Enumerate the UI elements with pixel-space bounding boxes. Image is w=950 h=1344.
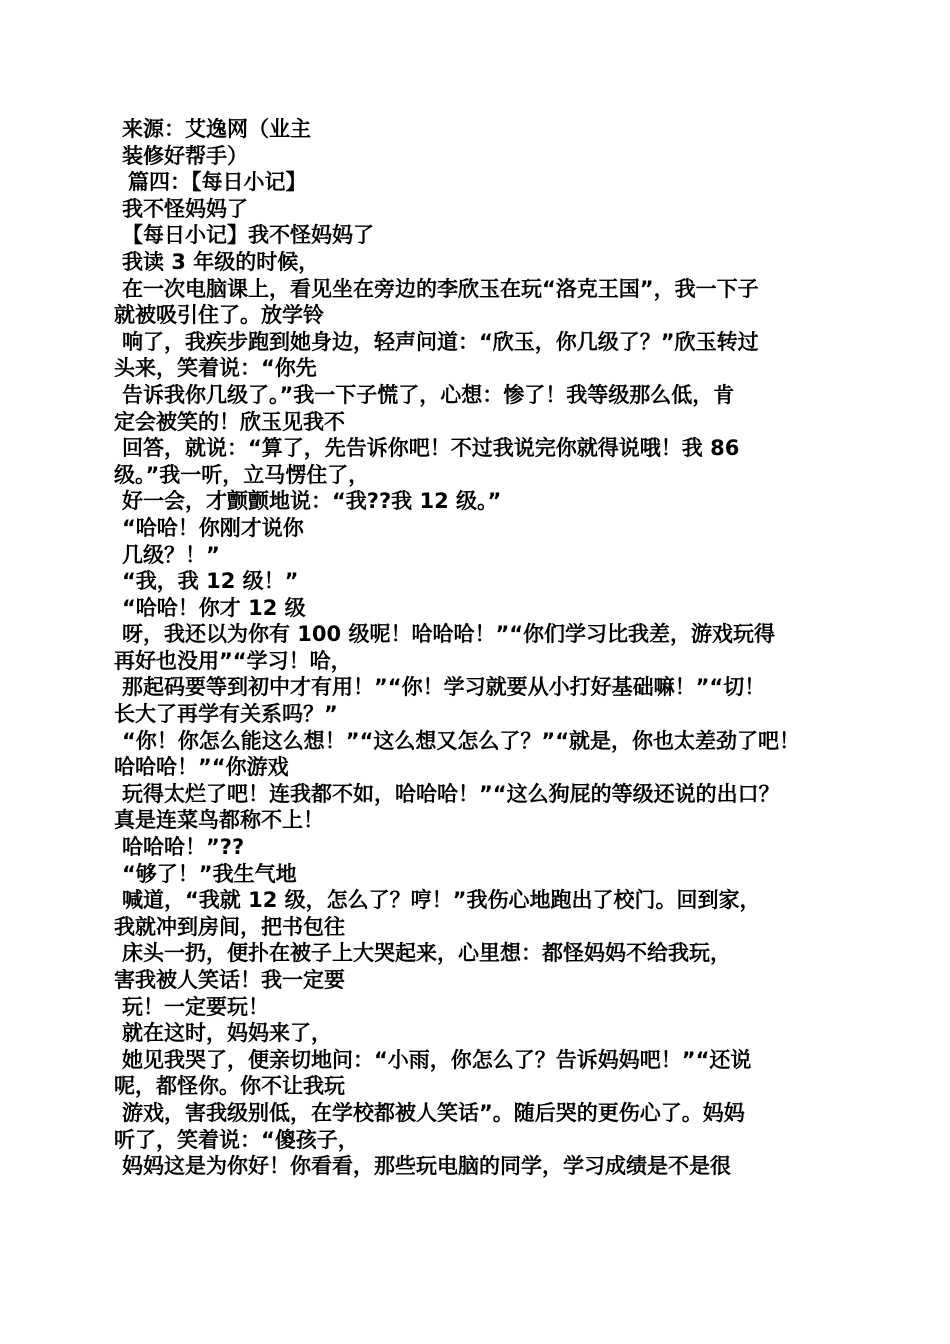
text-line: 定会被笑的！欣玉见我不: [114, 409, 345, 434]
text-line: “够了！”我生气地: [122, 861, 297, 886]
text-line: 玩！一定要玩！: [122, 994, 269, 1019]
text-line: 长大了再学有关系吗？”: [114, 702, 338, 727]
text-line: 头来，笑着说：“你先: [114, 356, 317, 381]
text-line: “哈哈！你刚才说你: [122, 515, 304, 540]
text-line: 床头一扔，便扑在被子上大哭起来，心里想：都怪妈妈不给我玩，: [122, 941, 731, 966]
text-line: “我，我 12 级！”: [122, 569, 299, 594]
text-line: 我读 3 年级的时候，: [122, 249, 320, 274]
text-line: 再好也没用”“学习！哈，: [114, 648, 352, 673]
text-line: 害我被人笑话！我一定要: [114, 968, 345, 992]
text-line: 那起码要等到初中才有用！”“你！学习就要从小打好基础嘛！”“切！: [122, 675, 766, 700]
text-line: 好一会，才颤颤地说：“我??我 12 级。”: [122, 489, 502, 514]
document-body: [114, 116, 854, 1180]
text-line: 呢，都怪你。你不让我玩: [114, 1074, 345, 1099]
text-line: 哈哈哈！”“你游戏: [114, 755, 289, 780]
text-line: 呀，我还以为你有 100 级呢！哈哈哈！”“你们学习比我差，游戏玩得: [122, 622, 776, 647]
text-line: 告诉我你几级了。”我一下子慌了，心想：惨了！我等级那么低，肯: [122, 382, 735, 407]
text-line: 响了，我疾步跑到她身边，轻声问道：“欣玉，你几级了？”欣玉转过: [122, 329, 759, 354]
text-line: 来源：艾逸网（业主: [122, 117, 311, 141]
text-line: 我就冲到房间，把书包往: [114, 914, 345, 939]
text-line: “哈哈！你才 12 级: [122, 595, 306, 620]
text-line: 哈哈哈！”??: [122, 835, 245, 860]
text-line: 篇四：【每日小记】: [128, 170, 307, 195]
text-line: “你！你怎么能这么想！”“这么想又怎么了？”“就是，你也太差劲了吧！: [122, 728, 801, 753]
text-line: 几级？！”: [122, 542, 220, 567]
text-line: 她见我哭了，便亲切地问：“小雨，你怎么了？告诉妈妈吧！”“还说: [122, 1047, 752, 1072]
text-line: 回答，就说：“算了，先告诉你吧！不过我说完你就得说哦！我 86: [122, 436, 740, 461]
text-line: 就在这时，妈妈来了，: [122, 1021, 332, 1046]
text-line: 就被吸引住了。放学铃: [114, 303, 324, 328]
text-line: 级。”我一听，立马愣住了，: [114, 462, 370, 487]
text-line: 【每日小记】我不怪妈妈了: [122, 223, 374, 248]
text-line: 听了，笑着说：“傻孩子，: [114, 1127, 359, 1152]
text-line: 游戏，害我级别低，在学校都被人笑话”。随后哭的更伤心了。妈妈: [122, 1100, 745, 1125]
text-line: 喊道，“我就 12 级，怎么了？哼！”我伤心地跑出了校门。回到家，: [122, 888, 761, 913]
text-line: 装修好帮手）: [122, 143, 248, 168]
text-line: 玩得太烂了吧！连我都不如，哈哈哈！”“这么狗屁的等级还说的出口？: [122, 781, 780, 806]
text-line: 妈妈这是为你好！你看看，那些玩电脑的同学，学习成绩是不是很: [122, 1154, 731, 1179]
text-line: 我不怪妈妈了: [122, 196, 248, 221]
text-line: 在一次电脑课上，看见坐在旁边的李欣玉在玩“洛克王国”，我一下子: [122, 276, 759, 301]
text-line: 真是连菜鸟都称不上！: [114, 808, 324, 833]
